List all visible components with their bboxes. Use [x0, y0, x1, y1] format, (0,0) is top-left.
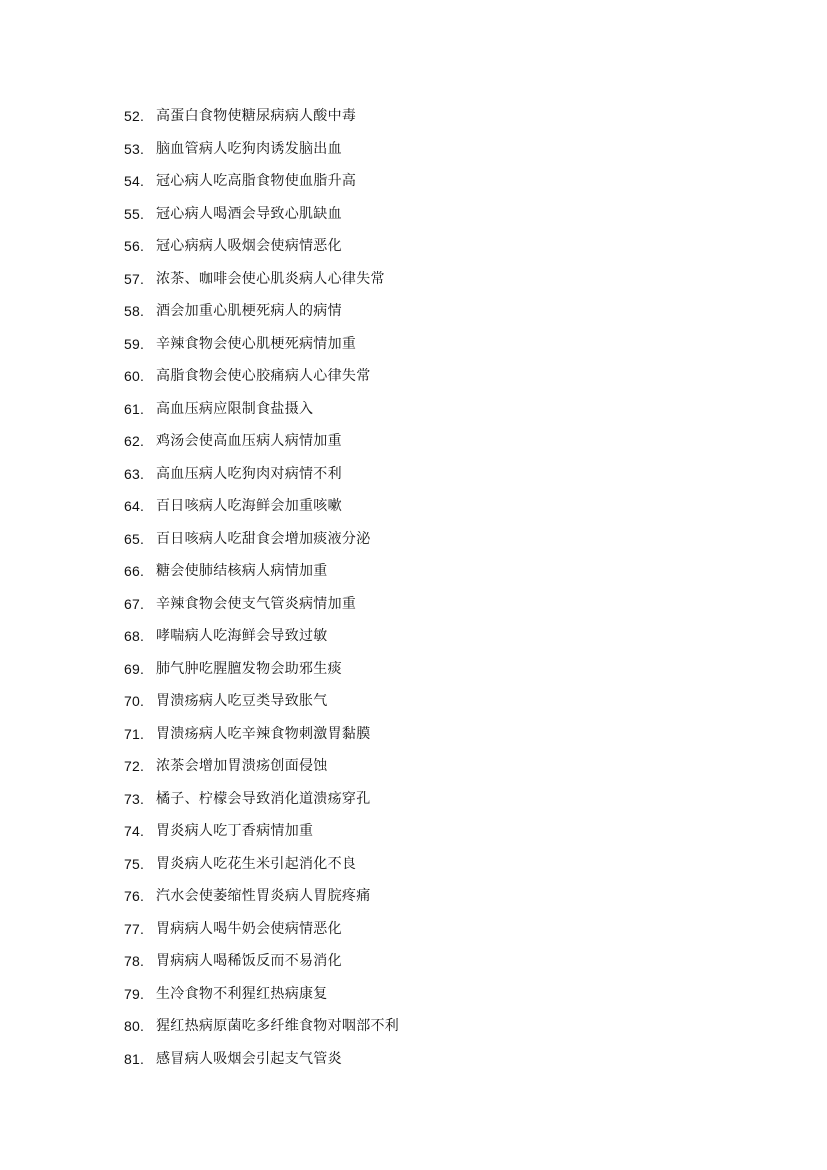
item-text: 脑血管病人吃狗肉诱发脑出血 [156, 140, 342, 157]
item-number: 75. [124, 855, 145, 872]
list-item [124, 689, 399, 722]
item-number: 68. [124, 628, 145, 644]
item-number: 66. [124, 563, 145, 579]
list-item [124, 819, 399, 852]
list-item [124, 397, 399, 430]
item-text: 胃病病人喝牛奶会使病情恶化 [156, 920, 342, 937]
item-text: 胃病病人喝稀饭反而不易消化 [156, 953, 342, 969]
item-text: 肺气肿吃腥膻发物会助邪生痰 [156, 660, 342, 677]
item-text: 辛辣食物会使心肌梗死病情加重 [156, 335, 357, 352]
item-text: 高血压病人吃狗肉对病情不利 [156, 465, 342, 482]
item-number: 78. [124, 953, 145, 969]
item-number: 57. [124, 270, 145, 287]
list-item [124, 202, 399, 235]
item-text: 百日咳病人吃海鲜会加重咳嗽 [156, 498, 342, 514]
list-item [124, 592, 399, 625]
list-item [124, 267, 399, 300]
list-item [124, 787, 399, 820]
item-text: 浓茶会增加胃溃疡创面侵蚀 [156, 758, 328, 774]
item-text: 汽水会使萎缩性胃炎病人胃脘疼痛 [156, 888, 371, 904]
item-number: 71. [124, 725, 145, 742]
item-text: 哮喘病人吃海鲜会导致过敏 [156, 628, 328, 644]
item-number: 60. [124, 368, 145, 384]
item-text: 冠心病人吃高脂食物使血脂升高 [156, 173, 357, 189]
item-text: 酒会加重心肌梗死病人的病情 [156, 303, 342, 319]
list-item [124, 982, 399, 1015]
list-item [124, 1047, 399, 1080]
item-number: 64. [124, 498, 145, 514]
list-item [124, 917, 399, 950]
item-text: 冠心病人喝酒会导致心肌缺血 [156, 205, 342, 222]
item-number: 80. [124, 1018, 145, 1034]
item-text: 胃溃疡病人吃豆类导致胀气 [156, 693, 328, 709]
list-item [124, 299, 399, 332]
item-number: 63. [124, 465, 145, 482]
item-text: 高血压病应限制食盐摄入 [156, 400, 314, 417]
item-text: 百日咳病人吃甜食会增加痰液分泌 [156, 530, 371, 547]
item-number: 53. [124, 140, 145, 157]
list-item [124, 364, 399, 397]
item-number: 79. [124, 985, 145, 1002]
list-item [124, 332, 399, 365]
item-text: 高蛋白食物使糖尿病病人酸中毒 [156, 108, 357, 124]
item-number: 65. [124, 530, 145, 547]
item-number: 52. [124, 108, 145, 124]
list-item [124, 169, 399, 202]
list-item [124, 234, 399, 267]
list-item [124, 1014, 399, 1047]
item-number: 56. [124, 238, 145, 254]
item-number: 76. [124, 888, 145, 904]
item-text: 胃溃疡病人吃辛辣食物刺激胃黏膜 [156, 725, 371, 742]
list-item [124, 559, 399, 592]
item-number: 58. [124, 303, 145, 319]
item-text: 胃炎病人吃丁香病情加重 [156, 823, 314, 839]
list-item [124, 104, 399, 137]
item-number: 69. [124, 660, 145, 677]
item-number: 70. [124, 693, 145, 709]
item-text: 生冷食物不利猩红热病康复 [156, 985, 328, 1002]
list-item [124, 462, 399, 495]
item-text: 辛辣食物会使支气管炎病情加重 [156, 595, 357, 612]
item-text: 橘子、柠檬会导致消化道溃疡穿孔 [156, 790, 371, 807]
item-text: 鸡汤会使高血压病人病情加重 [156, 433, 342, 449]
list-item [124, 722, 399, 755]
list-item [124, 949, 399, 982]
item-number: 72. [124, 758, 145, 774]
item-number: 55. [124, 205, 145, 222]
list-item [124, 137, 399, 170]
item-number: 59. [124, 335, 145, 352]
item-text: 猩红热病原菌吃多纤维食物对咽部不利 [156, 1018, 400, 1034]
item-text: 胃炎病人吃花生米引起消化不良 [156, 855, 357, 872]
list-item [124, 494, 399, 527]
list-item [124, 657, 399, 690]
item-number: 73. [124, 790, 145, 807]
numbered-list [124, 104, 399, 1079]
item-number: 81. [124, 1050, 145, 1067]
item-number: 62. [124, 433, 145, 449]
item-number: 77. [124, 920, 145, 937]
list-item [124, 884, 399, 917]
item-text: 感冒病人吸烟会引起支气管炎 [156, 1050, 342, 1067]
list-item [124, 527, 399, 560]
item-text: 糖会使肺结核病人病情加重 [156, 563, 328, 579]
item-text: 高脂食物会使心胶痛病人心律失常 [156, 368, 371, 384]
item-number: 74. [124, 823, 145, 839]
item-number: 67. [124, 595, 145, 612]
item-number: 54. [124, 173, 145, 189]
item-number: 61. [124, 400, 145, 417]
list-item [124, 754, 399, 787]
list-item [124, 624, 399, 657]
item-text: 浓茶、咖啡会使心肌炎病人心律失常 [156, 270, 385, 287]
list-item [124, 852, 399, 885]
item-text: 冠心病病人吸烟会使病情恶化 [156, 238, 342, 254]
list-item [124, 429, 399, 462]
